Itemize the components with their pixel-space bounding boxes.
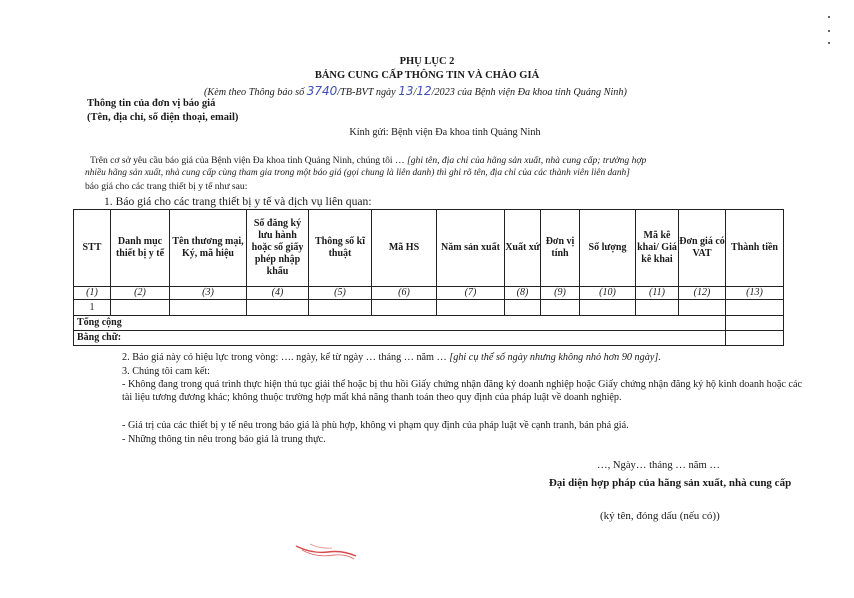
column-number: (1) bbox=[74, 287, 111, 300]
table-cell bbox=[111, 300, 170, 316]
table-cell bbox=[309, 300, 372, 316]
table-cell bbox=[372, 300, 437, 316]
column-number: (10) bbox=[580, 287, 636, 300]
representative-title: Đại diện hợp pháp của hãng sản xuất, nhà cung cấp bbox=[548, 477, 792, 489]
column-header: STT bbox=[74, 210, 111, 287]
commitment-heading: 3. Chúng tôi cam kết: bbox=[122, 366, 210, 377]
red-stamp-mark bbox=[292, 540, 362, 562]
table-header-row bbox=[74, 210, 784, 287]
column-number: (2) bbox=[111, 287, 170, 300]
signature-date: …, Ngày… tháng … năm … bbox=[597, 460, 720, 471]
unit-detail-label: (Tên, địa chỉ, số điện thoại, email) bbox=[87, 112, 239, 123]
commitment-3: - Những thông tin nêu trong báo giá là trung thực. bbox=[122, 434, 326, 445]
in-words-row bbox=[74, 331, 784, 346]
handwritten-month: 12 bbox=[416, 84, 432, 98]
table-cell bbox=[636, 300, 679, 316]
margin-mark bbox=[828, 30, 830, 32]
column-number: (4) bbox=[247, 287, 309, 300]
column-header: Xuất xứ bbox=[505, 210, 541, 287]
column-number: (7) bbox=[437, 287, 505, 300]
table-cell bbox=[437, 300, 505, 316]
total-value-cell bbox=[726, 316, 784, 331]
column-header: Số lượng bbox=[580, 210, 636, 287]
column-header: Tên thương mại, Ký, mã hiệu bbox=[170, 210, 247, 287]
recipient-line: Kính gửi: Bệnh viện Đa khoa tỉnh Quảng Ninh bbox=[349, 127, 541, 138]
column-number-row bbox=[74, 287, 784, 300]
table-cell bbox=[170, 300, 247, 316]
column-header: Đơn giá có VAT bbox=[679, 210, 726, 287]
table-cell bbox=[505, 300, 541, 316]
column-header: Thông số kĩ thuật bbox=[309, 210, 372, 287]
column-number: (3) bbox=[170, 287, 247, 300]
table-cell bbox=[726, 300, 784, 316]
column-number: (11) bbox=[636, 287, 679, 300]
quotation-table bbox=[73, 209, 784, 346]
intro-line-1: Trên cơ sở yêu cầu báo giá của Bệnh viện Đa khoa tỉnh Quảng Ninh, chúng tôi … [ghi tên, địa chỉ của hãng sản xuất, nhà cung cấp; trường hợp bbox=[90, 155, 647, 166]
table-cell bbox=[580, 300, 636, 316]
column-header: Mã kê khai/ Giá kê khai bbox=[636, 210, 679, 287]
table-row bbox=[74, 300, 784, 316]
in-words-value-cell bbox=[726, 331, 784, 346]
in-words-label: Bằng chữ: bbox=[74, 331, 726, 346]
margin-mark bbox=[828, 16, 830, 18]
validity-term: 2. Báo giá này có hiệu lực trong vòng: …. ngày, kể từ ngày … tháng … năm … [ghi cụ thể số ngày nhưng không nhỏ hơn 90 ngày]. bbox=[122, 352, 661, 363]
column-header: Năm sản xuất bbox=[437, 210, 505, 287]
section-1-heading: 1. Báo giá cho các trang thiết bị y tế và dịch vụ liên quan: bbox=[104, 195, 372, 208]
commitment-1: - Không đang trong quá trình thực hiện thủ tục giải thể hoặc bị thu hồi Giấy chứng nhận đăng ký doanh nghiệp hoặc Giấy chứng nhận đăng ký hộ kinh doanh hoặc các tài liệu tương đương khác; không thuộc trường hợp mất khả năng thanh toán theo quy định của pháp luật về doanh nghiệp. bbox=[122, 379, 803, 403]
commitment-2: - Giá trị của các thiết bị y tế nêu trong báo giá là phù hợp, không vi phạm quy định của pháp luật về cạnh tranh, bán phá giá. bbox=[122, 420, 629, 431]
margin-mark bbox=[828, 42, 830, 44]
handwritten-number: 3740 bbox=[306, 84, 338, 98]
table-cell bbox=[679, 300, 726, 316]
column-number: (12) bbox=[679, 287, 726, 300]
column-header: Thành tiền bbox=[726, 210, 784, 287]
total-row bbox=[74, 316, 784, 331]
column-header: Đơn vị tính bbox=[541, 210, 580, 287]
column-number: (13) bbox=[726, 287, 784, 300]
column-header: Danh mục thiết bị y tế bbox=[111, 210, 170, 287]
row-stt: 1 bbox=[74, 300, 111, 316]
document-title: BẢNG CUNG CẤP THÔNG TIN VÀ CHÀO GIÁ bbox=[314, 70, 540, 81]
document-subtitle: (Kèm theo Thông báo số 3740/TB-BVT ngày 13/12/2023 của Bệnh viện Đa khoa tỉnh Quảng Ninh) bbox=[204, 84, 627, 98]
table-cell bbox=[247, 300, 309, 316]
intro-line-2: nhiều hãng sản xuất, nhà cung cấp cùng tham gia trong một báo giá (gọi chung là liên danh) thì ghi rõ tên, địa chỉ của các thành viên liên danh] bbox=[85, 168, 630, 178]
intro-line-3: báo giá cho các trang thiết bị y tế như sau: bbox=[85, 181, 248, 192]
table-cell bbox=[541, 300, 580, 316]
column-number: (5) bbox=[309, 287, 372, 300]
column-header: Số đăng ký lưu hành hoặc số giấy phép nhập khẩu bbox=[247, 210, 309, 287]
unit-info-label: Thông tin của đơn vị báo giá bbox=[87, 98, 216, 109]
handwritten-day: 13 bbox=[398, 84, 414, 98]
column-number: (8) bbox=[505, 287, 541, 300]
column-number: (9) bbox=[541, 287, 580, 300]
appendix-label: PHỤ LỤC 2 bbox=[399, 56, 455, 67]
column-header: Mã HS bbox=[372, 210, 437, 287]
total-label: Tổng cộng bbox=[74, 316, 726, 331]
column-number: (6) bbox=[372, 287, 437, 300]
signature-instruction: (ký tên, đóng dấu (nếu có)) bbox=[600, 510, 720, 522]
